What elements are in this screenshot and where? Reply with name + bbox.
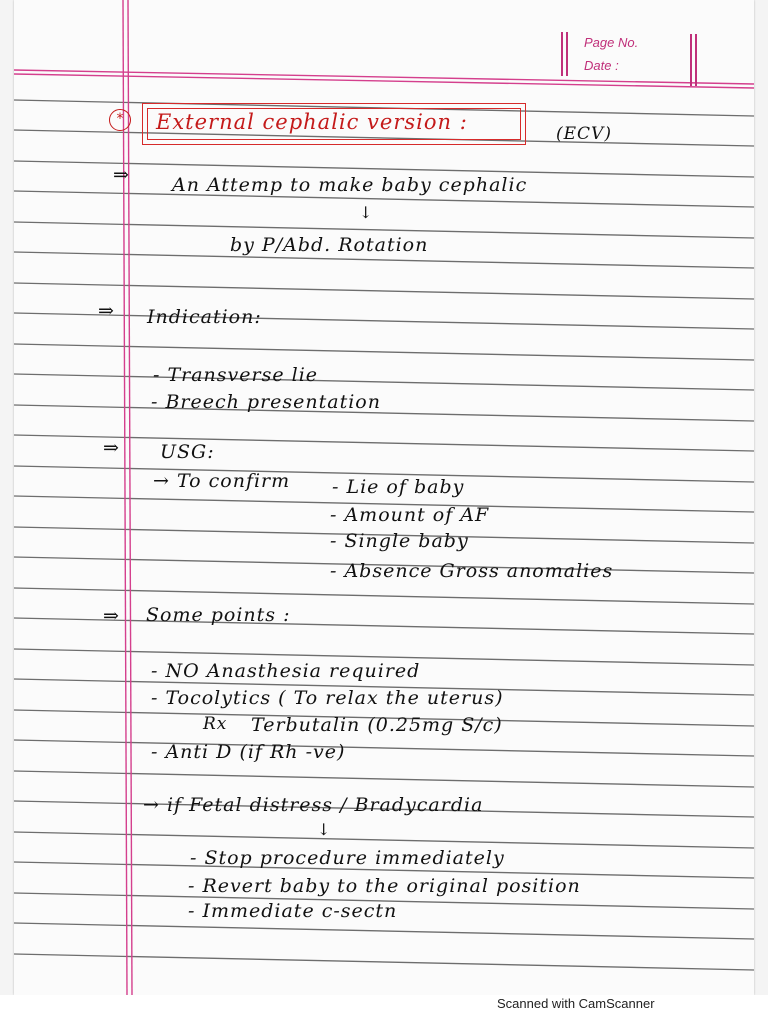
- indication-item-2: - Breech presentation: [151, 391, 381, 413]
- indication-title: Indication:: [147, 306, 262, 328]
- scanner-watermark: Scanned with CamScanner: [497, 996, 655, 1011]
- usg-title: USG:: [160, 441, 215, 463]
- title-abbreviation: (ECV): [556, 124, 612, 144]
- definition-line-1: An Attemp to make baby cephalic: [172, 174, 528, 196]
- points-title: Some points :: [146, 604, 291, 626]
- definition-down-arrow: ↓: [359, 203, 374, 222]
- page-no-bar-left: [561, 32, 563, 76]
- page-no-label: Page No.: [584, 35, 639, 50]
- usg-arrow: ⇒: [103, 437, 120, 459]
- definition-arrow: ⇒: [113, 164, 130, 186]
- indication-arrow: ⇒: [98, 300, 115, 322]
- distress-item-1: - Stop procedure immediately: [190, 847, 505, 869]
- usg-item-3: - Single baby: [330, 530, 469, 552]
- page-no-bar-right: [690, 34, 692, 86]
- date-label: Date :: [584, 58, 619, 73]
- rx-symbol: Rx: [203, 714, 228, 734]
- points-item-2: - Tocolytics ( To relax the uterus): [151, 687, 504, 709]
- definition-line-2: by P/Abd. Rotation: [230, 234, 429, 256]
- indication-item-1: - Transverse lie: [153, 364, 319, 386]
- distress-item-3: - Immediate c-sectn: [188, 900, 398, 922]
- distress-lead: → if Fetal distress / Bradycardia: [143, 794, 484, 816]
- usg-item-2: - Amount of AF: [330, 504, 490, 526]
- points-item-3: - Anti D (if Rh -ve): [151, 741, 346, 763]
- usg-lead: → To confirm: [153, 470, 291, 492]
- points-item-1: - NO Anasthesia required: [151, 660, 421, 682]
- page-no-bar-left-inner: [566, 32, 568, 76]
- usg-item-4: - Absence Gross anomalies: [330, 560, 614, 582]
- star-marker: *: [109, 109, 131, 131]
- distress-down-arrow: ↓: [317, 820, 332, 839]
- distress-item-2: - Revert baby to the original position: [188, 875, 581, 897]
- points-arrow: ⇒: [103, 605, 120, 627]
- usg-item-1: - Lie of baby: [332, 476, 465, 498]
- page-no-bar-right-inner: [695, 34, 697, 86]
- rx-text: Terbutalin (0.25mg S/c): [251, 714, 503, 736]
- title-text: External cephalic version :: [156, 110, 468, 134]
